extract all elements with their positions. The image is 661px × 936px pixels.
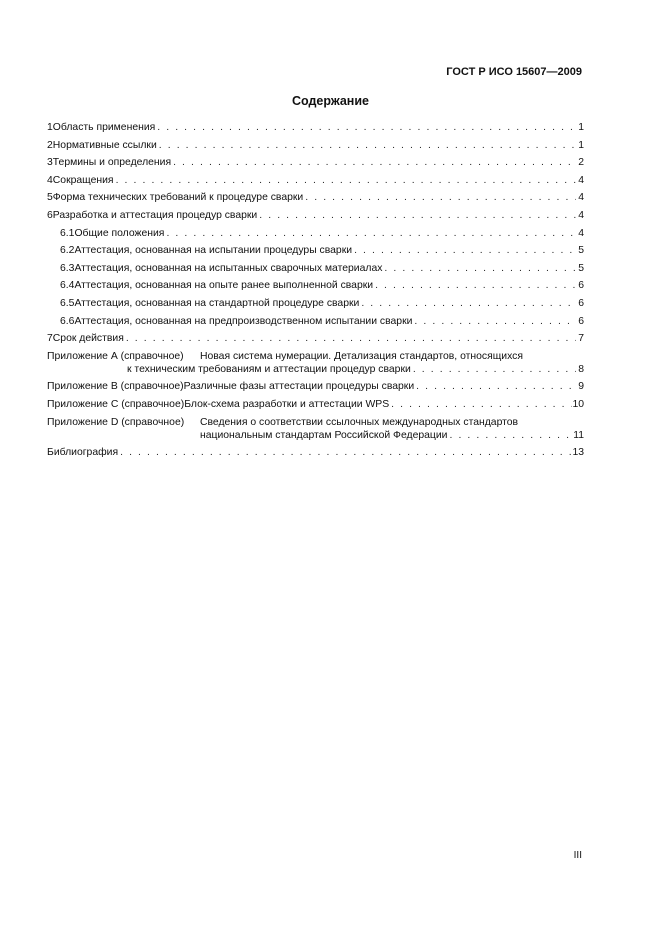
document-code: ГОСТ Р ИСО 15607—2009	[446, 66, 582, 78]
entry-number: 6.2	[60, 245, 75, 257]
entry-number: 3	[47, 157, 53, 169]
entry-number: 6	[47, 209, 53, 221]
appendix-entry[interactable]	[47, 416, 584, 442]
entry-number: 7	[47, 333, 53, 345]
entry-number: 6.5	[60, 297, 75, 309]
bibliography-title: Библиография	[47, 447, 119, 459]
entry-page: 4	[578, 209, 584, 221]
dot-leader	[373, 279, 576, 292]
dot-leader	[447, 429, 573, 442]
appendix-label: Приложение D (справочное)	[47, 416, 185, 428]
entry-page: 4	[578, 174, 584, 186]
entry-title: Общие положения	[74, 227, 165, 239]
entry-number: 6.3	[60, 262, 75, 274]
appendix-title-continued: национальным стандартам Российской Федерации	[200, 429, 448, 441]
entry-title: Аттестация, основанная на испытании процедуры сварки	[74, 245, 353, 257]
entry-page: 5	[578, 245, 584, 257]
entry-page: 13	[572, 447, 584, 459]
entry-number: 2	[47, 139, 53, 151]
entry-page: 4	[578, 227, 584, 239]
dot-leader	[114, 174, 576, 187]
entry-page: 11	[573, 429, 584, 441]
entry-title: Аттестация, основанная на стандартной процедуре сварки	[74, 297, 360, 309]
appendix-title: Различные фазы аттестации процедуры сварки	[183, 381, 415, 393]
entry-page: 2	[578, 157, 584, 169]
entry-title: Сокращения	[52, 174, 114, 186]
entry-title: Аттестация, основанная на испытанных сварочных материалах	[74, 262, 383, 274]
toc-entry[interactable]	[47, 209, 584, 222]
appendix-entry[interactable]	[47, 380, 584, 393]
appendix-title: Блок-схема разработки и аттестации WPS	[184, 398, 390, 410]
dot-leader	[157, 139, 576, 152]
dot-leader	[164, 227, 576, 240]
toc-entry[interactable]	[47, 191, 584, 204]
appendix-label: Приложение В (справочное)	[47, 381, 184, 393]
entry-title: Аттестация, основанная на опыте ранее выполненной сварки	[74, 280, 374, 292]
toc-subentry[interactable]	[47, 297, 584, 310]
entry-page: 6	[578, 280, 584, 292]
entry-title: Нормативные ссылки	[52, 139, 157, 151]
table-of-contents	[47, 121, 584, 464]
entry-title: Форма технических требований к процедуре сварки	[52, 192, 304, 204]
dot-leader	[359, 297, 576, 310]
appendix-label: Приложение С (справочное)	[47, 398, 185, 410]
entry-title: Область применения	[52, 122, 156, 133]
entry-page: 7	[578, 333, 584, 345]
toc-title: Содержание	[291, 94, 369, 108]
dot-leader	[382, 262, 576, 275]
dot-leader	[414, 380, 576, 393]
appendix-title: Новая система нумерации. Детализация стандартов, относящихся	[200, 350, 523, 362]
dot-leader	[257, 209, 576, 222]
dot-leader	[352, 244, 576, 257]
entry-page: 8	[578, 363, 584, 375]
toc-entry[interactable]	[47, 139, 584, 152]
entry-number: 6.1	[60, 227, 75, 239]
dot-leader	[411, 363, 576, 376]
dot-leader	[155, 121, 576, 134]
entry-page: 5	[578, 262, 584, 274]
appendix-title-continued: к техническим требованиям и аттестации процедур сварки	[127, 363, 411, 375]
entry-page: 4	[578, 192, 584, 204]
entry-page: 6	[578, 297, 584, 309]
toc-entry[interactable]	[47, 174, 584, 187]
toc-entry[interactable]	[47, 332, 584, 345]
entry-title: Термины и определения	[52, 157, 172, 169]
toc-subentry[interactable]	[47, 227, 584, 240]
appendix-entry[interactable]	[47, 398, 584, 411]
entry-number: 6.6	[60, 315, 75, 327]
entry-number: 1	[47, 122, 53, 133]
entry-number: 6.4	[60, 280, 75, 292]
appendix-entry[interactable]	[47, 350, 584, 376]
page-number: III	[573, 850, 582, 861]
toc-subentry[interactable]	[47, 244, 584, 257]
appendix-label: Приложение А (справочное)	[47, 350, 184, 362]
entry-page: 1	[578, 122, 584, 133]
toc-entry[interactable]	[47, 156, 584, 169]
toc-subentry[interactable]	[47, 262, 584, 275]
entry-title: Срок действия	[52, 333, 124, 345]
toc-entry[interactable]	[47, 121, 584, 134]
entry-page: 6	[578, 315, 584, 327]
toc-subentry[interactable]	[47, 315, 584, 328]
toc-subentry[interactable]	[47, 279, 584, 292]
entry-number: 5	[47, 192, 53, 204]
dot-leader	[389, 398, 572, 411]
dot-leader	[118, 446, 572, 459]
dot-leader	[171, 156, 576, 169]
appendix-title: Сведения о соответствии ссылочных международных стандартов	[200, 416, 519, 428]
dot-leader	[124, 332, 576, 345]
entry-page: 1	[578, 139, 584, 151]
dot-leader	[303, 191, 576, 204]
entry-number: 4	[47, 174, 53, 186]
bibliography-entry[interactable]	[47, 446, 584, 459]
entry-page: 9	[578, 381, 584, 393]
entry-title: Аттестация, основанная на предпроизводственном испытании сварки	[74, 315, 413, 327]
entry-page: 10	[572, 398, 584, 410]
dot-leader	[412, 315, 576, 328]
entry-title: Разработка и аттестация процедур сварки	[52, 209, 258, 221]
